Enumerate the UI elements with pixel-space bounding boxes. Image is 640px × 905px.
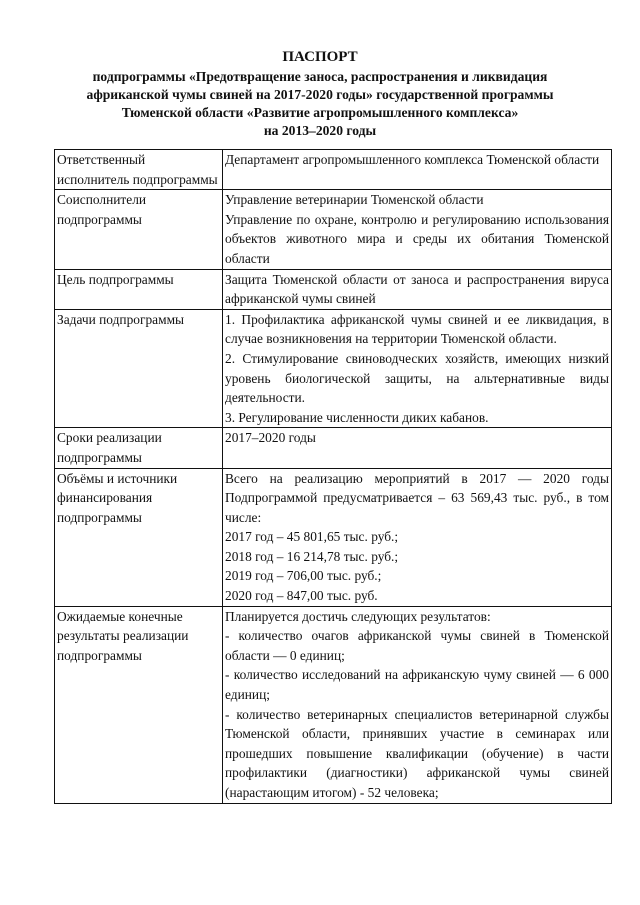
table-row	[55, 190, 612, 269]
value-paragraph: Департамент агропромышленного комплекса Тюменской области	[225, 152, 600, 167]
passport-title-block	[40, 48, 600, 140]
row-label: Ожидаемые конечные результаты реализации подпрограммы	[55, 606, 223, 803]
title-line-3: Тюменской области «Развитие агропромышленного комплекса»	[121, 105, 519, 120]
document-heading: ПАСПОРТ	[282, 49, 358, 65]
value-paragraph: 2017 год – 45 801,65 тыс. руб.;	[225, 529, 399, 545]
value-paragraph: 2019 год – 706,00 тыс. руб.;	[225, 568, 382, 584]
value-paragraph: Защита Тюменской области от заноса и распространения вируса африканской чумы свиней	[225, 271, 609, 307]
passport-table	[54, 149, 612, 804]
row-label: Объёмы и источники финансирования подпрограммы	[55, 468, 223, 606]
row-value	[223, 468, 612, 606]
title-line-1: подпрограммы «Предотвращение заноса, распространения и ликвидация	[92, 69, 548, 84]
value-paragraph: 1. Профилактика африканской чумы свиней и ее ликвидация, в случае возникновения на территории Тюменской области.	[225, 311, 609, 347]
value-paragraph: 2018 год – 16 214,78 тыс. руб.;	[225, 548, 399, 564]
row-label: Задачи подпрограммы	[55, 309, 223, 428]
value-paragraph: - количество очагов африканской чумы свиней в Тюменской области — 0 единиц;	[225, 628, 609, 663]
table-row	[55, 428, 612, 468]
title-line-4: на 2013–2020 годы	[263, 123, 377, 138]
row-label: Ответственный исполнитель подпрограммы	[55, 150, 223, 190]
row-value	[223, 190, 612, 269]
value-paragraph: 3. Регулирование численности диких кабанов.	[225, 409, 489, 425]
row-label: Цель подпрограммы	[55, 269, 223, 309]
value-paragraph: - количество ветеринарных специалистов ветеринарной службы Тюменской области, принявших участие в семинарах или прошедших повышение квалификации (обучение) в части профилактики (диагностики) африканской чумы свиней (нарастающим итогом) - 52 человека;	[225, 706, 609, 800]
row-value	[223, 269, 612, 309]
value-paragraph: Планируется достичь следующих результатов:	[225, 608, 491, 624]
value-paragraph: Управление по охране, контролю и регулированию использования объектов животного мира и среды их обитания Тюменской области	[225, 211, 609, 266]
row-value	[223, 428, 612, 468]
row-value	[223, 606, 612, 803]
value-paragraph: - количество исследований на африканскую чуму свиней — 6 000 единиц;	[225, 667, 609, 703]
title-line-2: африканской чумы свиней на 2017-2020 годы» государственной программы	[86, 87, 554, 102]
row-label: Сроки реализации подпрограммы	[55, 428, 223, 468]
value-paragraph: 2017–2020 годы	[225, 430, 316, 446]
value-paragraph: 2. Стимулирование свиноводческих хозяйств, имеющих низкий уровень биологической защиты, на альтернативные виды деятельности.	[225, 350, 609, 406]
row-label: Соисполнители подпрограммы	[55, 190, 223, 269]
table-row	[55, 150, 612, 190]
table-row	[55, 468, 612, 606]
row-value	[223, 150, 612, 190]
table-row	[55, 309, 612, 428]
value-paragraph: Управление ветеринарии Тюменской области	[225, 192, 484, 208]
value-paragraph: 2020 год – 847,00 тыс. руб.	[225, 588, 378, 604]
table-row	[55, 606, 612, 803]
table-row	[55, 269, 612, 309]
value-paragraph: Всего на реализацию мероприятий в 2017 — 2020 годы Подпрограммой предусматривается – 63 569,43 тыс. руб., в том числе:	[225, 470, 609, 525]
row-value	[223, 309, 612, 428]
